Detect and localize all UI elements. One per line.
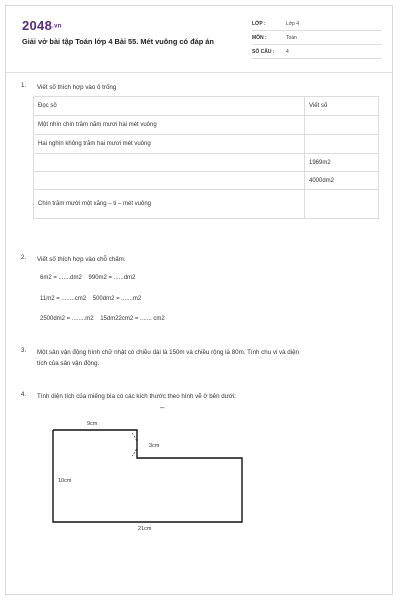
question-1 <box>21 82 381 94</box>
logo-suffix: .vn <box>52 23 62 30</box>
table-cell-read: Chín trăm mười một xăng – ti – mét vuông <box>34 190 305 219</box>
label-notch-3cm: 3cm <box>149 443 160 449</box>
label-bottom-21cm: 21cm <box>138 526 152 532</box>
question-4-number: 4. <box>21 391 27 398</box>
question-3-number: 3. <box>21 347 27 354</box>
page-title: Giải vở bài tập Toán lớp 4 Bài 55. Mét vuông có đáp án <box>22 37 214 46</box>
question-3-text-line2: tích của sân vận động. <box>37 360 100 367</box>
table-cell-read[interactable] <box>34 172 305 190</box>
cardboard-shape-figure <box>50 421 250 532</box>
question-2-line: 6m2 = .......dm2 990m2 = ......dm2 <box>40 275 136 281</box>
question-3 <box>21 347 381 371</box>
site-logo[interactable] <box>22 18 62 33</box>
table-row <box>34 190 379 219</box>
meta-count <box>252 46 382 59</box>
notch-dimension-arc <box>132 433 137 456</box>
table-header-row <box>34 97 379 116</box>
table-cell-write: 4000dm2 <box>305 172 379 190</box>
question-3-text-line1: Một sân vận động hình chữ nhật có chiều dài là 150m và chiều rộng là 80m. Tính chu vi và diện <box>37 349 300 356</box>
meta-count-label: SỐ CÂU : <box>252 49 275 55</box>
question-1-number: 1. <box>21 82 27 89</box>
table-cell-read: Một nhìn chín trăm năm mươi hai mét vuông <box>34 116 305 135</box>
table-cell-write: 1969m2 <box>305 154 379 172</box>
table-header-write: Viết số <box>305 97 379 116</box>
question-2-number: 2. <box>21 254 27 261</box>
table-header-read: Đọc số <box>34 97 305 116</box>
question-2-text: Viết số thích hợp vào chỗ chấm: <box>37 256 126 263</box>
label-left-10cm: 10cm <box>58 478 72 484</box>
table-cell-read: Hai nghìn không trăm hai mươi mét vuông <box>34 135 305 154</box>
question-4-text: Tính diện tích của miếng bìa có các kích thước theo hình vẽ ở bên dưới: <box>37 393 236 400</box>
logo-main: 2048 <box>22 18 53 33</box>
text-cursor-icon: – <box>160 403 165 412</box>
meta-class-label: LỚP : <box>252 21 266 27</box>
question-2 <box>21 254 381 266</box>
question-2-line: 11m2 = ........cm2 500dm2 = .......m2 <box>40 296 142 302</box>
meta-class-value: Lớp 4 <box>286 21 300 27</box>
meta-subject-value: Toán <box>286 35 297 41</box>
table-cell-write[interactable] <box>305 190 379 219</box>
meta-count-value: 4 <box>286 49 289 55</box>
worksheet-header <box>6 6 392 73</box>
table-cell-write[interactable] <box>305 135 379 154</box>
question-1-table <box>33 96 379 219</box>
question-4 <box>21 391 381 403</box>
question-1-text: Viết số thích hợp vào ô trống <box>37 84 117 91</box>
shape-outline <box>53 430 242 522</box>
table-cell-read[interactable] <box>34 154 305 172</box>
table-row <box>34 172 379 190</box>
table-cell-write[interactable] <box>305 116 379 135</box>
meta-subject <box>252 32 382 45</box>
question-2-line: 2500dm2 = ........m2 15dm22cm2 = ....... cm2 <box>40 316 165 322</box>
meta-subject-label: MÔN : <box>252 35 267 41</box>
table-row <box>34 135 379 154</box>
table-row <box>34 116 379 135</box>
meta-class <box>252 18 382 31</box>
table-row <box>34 154 379 172</box>
label-top-9cm: 9cm <box>87 421 98 427</box>
